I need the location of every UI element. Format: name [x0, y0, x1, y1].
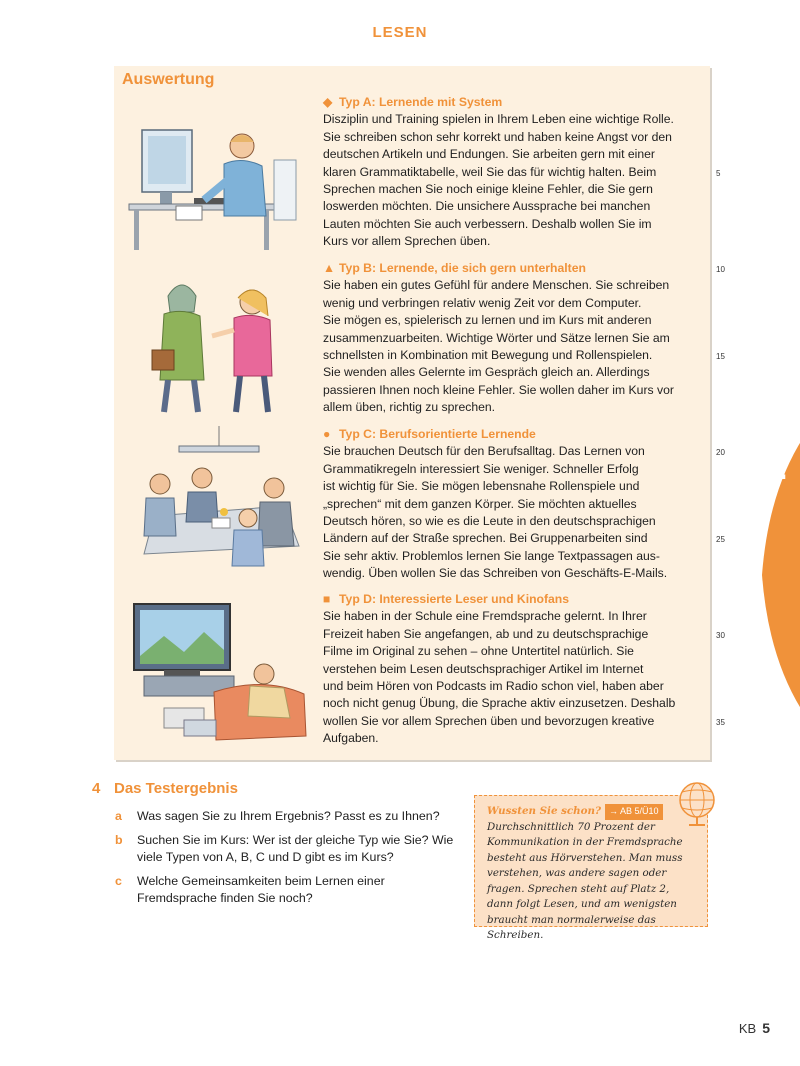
text-line: passieren Ihnen noch kleine Fehler. Sie wollen daher im Kurs vor — [323, 382, 674, 397]
section-title: ◆ Typ A: Lernende mit System — [323, 94, 703, 111]
section-title: ● Typ C: Berufsorientierte Lernende — [323, 426, 703, 443]
task-item: a Was sagen Sie zu Ihrem Ergebnis? Passt es zu Ihnen? — [115, 809, 440, 823]
text-line: Sie brauchen Deutsch für den Berufsalltag. Das Lernen von — [323, 444, 645, 459]
text-line: wendig. Üben wollen Sie das Schreiben von Geschäfts-E-Mails. — [323, 566, 668, 581]
page-number: 5 — [762, 1020, 770, 1036]
text-line: Grammatikregeln interessiert Sie weniger. Schneller Erfolg — [323, 461, 639, 476]
chapter-number: 1 — [762, 440, 787, 489]
line-number: 20 — [716, 448, 725, 457]
text-line: allem üben, richtig zu sprechen. — [323, 400, 496, 415]
text-line: Deutsch hören, so wie es die Leute in den deutschsprachigen — [323, 514, 656, 529]
text-line: Sie mögen es, spielerisch zu lernen und im Kurs mit anderen — [323, 313, 652, 328]
task-list — [115, 808, 465, 914]
info-box-text: Durchschnittlich 70 Prozent der Kommunikation in der Fremdsprache besteht aus Hörverstehen. Man muss verstehen, was andere sagen oder fragen. Sprechen steht auf Platz 2, dann folgt Lesen, und am wenigsten braucht man normalerweise das Schreiben. — [487, 820, 683, 941]
page-footer — [739, 1020, 770, 1036]
text-line: Freizeit haben Sie angefangen, ab und zu deutschsprachige — [323, 626, 649, 641]
section-type-d — [323, 591, 703, 748]
square-icon: ■ — [323, 592, 331, 606]
diamond-icon: ◆ — [323, 95, 333, 109]
line-number: 10 — [716, 265, 725, 274]
text-line: Sie schreiben schon sehr korrekt und haben keine Angst vor den — [323, 129, 672, 144]
text-line: wollen Sie vor allem Sprechen üben und bevorzugen kreative — [323, 713, 655, 728]
text-line: „sprechen“ mit dem ganzen Körper. Sie möchten aktuelles — [323, 496, 637, 511]
text-line: Sie haben in der Schule eine Fremdsprache gelernt. In Ihrer — [323, 609, 647, 624]
text-line: Disziplin und Training spielen in Ihrem Leben eine wichtige Rolle. — [323, 112, 674, 127]
circle-icon: ● — [323, 427, 331, 441]
text-line: Sprechen machen Sie noch einige kleine Fehler, die Sie gern — [323, 182, 653, 197]
illustration-conversation — [124, 276, 314, 416]
text-line: Aufgaben. — [323, 731, 379, 746]
text-line: Kurs vor allem Sprechen üben. — [323, 234, 491, 249]
text-line: Lauten möchten Sie auch verbessern. Deshalb wollen Sie im — [323, 216, 652, 231]
line-number: 30 — [716, 631, 725, 640]
line-number: 35 — [716, 718, 725, 727]
illustration-tv-sofa — [124, 596, 314, 746]
line-number: 25 — [716, 535, 725, 544]
globe-icon — [672, 778, 722, 828]
section-type-c — [323, 426, 703, 583]
section-type-b — [323, 260, 703, 417]
section-title: ■ Typ D: Interessierte Leser und Kinofans — [323, 591, 703, 608]
book-label: KB — [738, 1021, 757, 1036]
text-line: klaren Grammatiktabelle, weil Sie das für wichtig halten. Beim — [323, 164, 657, 179]
text-line: noch nicht genug Übung, die Sprache aktiv einzusetzen. Deshalb — [323, 696, 676, 711]
text-line: ist wichtig für Sie. Sie mögen lebensnahe Rollenspiele und — [323, 479, 640, 494]
section-title: ▲ Typ B: Lernende, die sich gern unterhalten — [323, 260, 703, 277]
line-number: 5 — [716, 169, 721, 178]
text-line: zusammenzuarbeiten. Wichtige Wörter und Sätze lernen Sie am — [323, 330, 670, 345]
text-line: Sie wenden alles Gelernte im Gespräch gleich an. Allerdings — [323, 365, 650, 380]
text-line: Filme im Original zu sehen – ohne Untertitel natürlich. Sie — [323, 644, 634, 659]
info-box-title: Wussten Sie schon? — [487, 805, 602, 817]
text-line: Ländern auf der Straße sprechen. Bei Gruppenarbeiten sind — [323, 531, 648, 546]
illustration-computer-learner — [124, 120, 314, 260]
text-line: schnellsten in Kombination mit Bewegung und Rollenspielen. — [323, 348, 653, 363]
workbook-reference: → AB 5/Ü10 — [605, 804, 663, 820]
task-item: c Welche Gemeinsamkeiten beim Lernen einer Fremdsprache finden Sie noch? — [115, 874, 385, 905]
text-line: deutschen Artikeln und Endungen. Sie arbeiten gern mit einer — [323, 147, 655, 162]
page-header: LESEN — [372, 24, 428, 41]
task-item: b Suchen Sie im Kurs: Wer ist der gleiche Typ wie Sie? Wie viele Typen von A, B, C und D gibt es im Kurs? — [115, 833, 454, 864]
text-line: und beim Hören von Podcasts im Radio schon viel, haben aber — [323, 679, 664, 694]
text-line: verstehen beim Lesen deutschsprachiger Artikel im Internet — [323, 661, 644, 676]
evaluation-panel — [114, 66, 710, 760]
panel-title: Auswertung — [122, 71, 215, 88]
text-line: loswerden möchten. Die unsichere Aussprache bei manchen — [323, 199, 651, 214]
triangle-icon: ▲ — [323, 261, 336, 275]
text-line: Sie haben ein gutes Gefühl für andere Menschen. Sie schreiben — [323, 278, 670, 293]
exercise-title: 4 Das Testergebnis — [92, 780, 238, 797]
section-type-a — [323, 94, 703, 251]
text-line: Sie sehr aktiv. Problemlos lernen Sie lange Textpassagen aus- — [323, 548, 660, 563]
text-line: wenig und verbringen relativ wenig Zeit vor dem Computer. — [323, 295, 642, 310]
line-number: 15 — [716, 352, 725, 361]
illustration-meeting — [124, 426, 314, 576]
